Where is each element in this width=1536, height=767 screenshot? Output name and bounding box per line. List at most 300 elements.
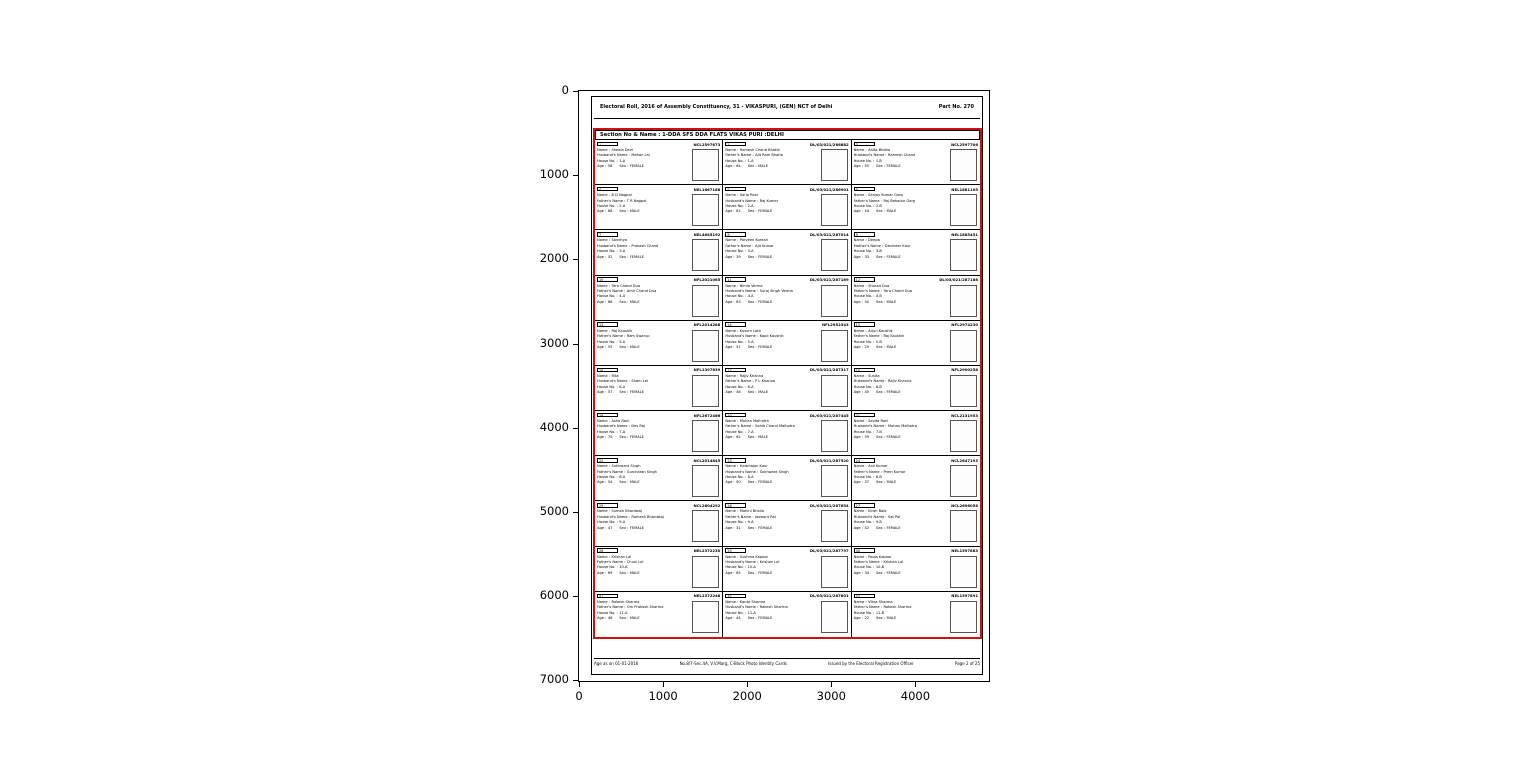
name-value: Sarla Rani bbox=[739, 193, 758, 198]
footer-age-note: Age as on 01-01-2016 bbox=[594, 661, 639, 666]
photo-box bbox=[950, 420, 977, 452]
voter-card-top bbox=[725, 186, 848, 192]
sex-label: Sex : bbox=[619, 299, 629, 304]
age-label: Age : bbox=[597, 254, 607, 259]
epic-number: DL/03/021/287169 bbox=[809, 277, 849, 283]
sex-label: Sex : bbox=[876, 435, 885, 440]
serial-number: 14 bbox=[725, 322, 746, 327]
name-label: Name : bbox=[597, 554, 610, 559]
name-value: Harbhajan Kaur bbox=[739, 464, 768, 469]
voter-fields bbox=[597, 419, 690, 452]
relation-label: Father's Name : bbox=[853, 288, 882, 293]
sex-label: Sex : bbox=[876, 525, 885, 530]
relation-label: Father's Name : bbox=[853, 198, 882, 203]
age-value: 62 bbox=[736, 435, 741, 440]
photo-box bbox=[692, 149, 719, 181]
y-tick-label: 3000 bbox=[539, 335, 569, 350]
voter-card bbox=[852, 276, 980, 321]
part-number: Part No. 270 bbox=[938, 104, 974, 110]
voter-card-body bbox=[597, 374, 720, 407]
house-value: 6-A bbox=[747, 384, 754, 389]
name-label: Name : bbox=[725, 193, 739, 198]
section-highlight-box bbox=[593, 128, 982, 639]
voter-card bbox=[595, 140, 723, 185]
voter-card-top bbox=[597, 593, 720, 599]
serial-number: 18 bbox=[854, 368, 875, 373]
relation-label: Father's Name : bbox=[725, 379, 754, 384]
voter-card-top bbox=[854, 322, 978, 328]
house-value: 2-A bbox=[747, 203, 754, 208]
age-value: 66 bbox=[607, 299, 613, 304]
epic-number: DL/03/021/286901 bbox=[809, 186, 849, 192]
sex-value: MALE bbox=[629, 299, 640, 304]
y-tick-label: 2000 bbox=[539, 251, 569, 266]
relation-value: Amir Chand Dua bbox=[626, 288, 657, 293]
name-label: Name : bbox=[853, 599, 867, 604]
sex-value: MALE bbox=[758, 390, 768, 395]
photo-box bbox=[821, 420, 848, 452]
name-value: Sukhwant Singh bbox=[611, 464, 641, 469]
relation-value: Sat Pal bbox=[888, 514, 901, 519]
photo-box bbox=[950, 330, 977, 362]
relation-value: Chuni Lal bbox=[626, 560, 644, 565]
voter-card bbox=[723, 411, 851, 456]
age-value: 65 bbox=[736, 570, 741, 575]
voter-card-body bbox=[597, 419, 720, 452]
voter-card-top bbox=[854, 231, 978, 237]
sex-label: Sex : bbox=[876, 390, 885, 395]
electoral-roll-page bbox=[591, 96, 983, 675]
sex-value: MALE bbox=[886, 344, 897, 349]
serial-number: 31 bbox=[597, 594, 618, 599]
voter-card bbox=[852, 592, 980, 637]
voter-card-top bbox=[854, 412, 978, 418]
sex-value: FEMALE bbox=[886, 435, 901, 440]
photo-box bbox=[950, 510, 977, 542]
voter-card-body bbox=[725, 555, 848, 588]
voter-fields bbox=[597, 374, 690, 407]
serial-number: 30 bbox=[854, 548, 875, 553]
house-label: House No. : bbox=[725, 520, 747, 525]
epic-number: NEL4645192 bbox=[693, 231, 721, 237]
footer-station: No.8/7-Sec.4A, V.V.Marg, C-Block Photo Identity Cards bbox=[679, 661, 787, 666]
age-label: Age : bbox=[853, 164, 863, 169]
age-value: 69 bbox=[607, 570, 613, 575]
document-title: Electoral Roll, 2016 of Assembly Constituency, 31 - VIKASPURI, (GEN) NCT of Delhi bbox=[600, 104, 833, 110]
epic-number: NFL2672466 bbox=[693, 412, 721, 418]
relation-label: Father's Name : bbox=[853, 334, 882, 339]
voter-card bbox=[723, 501, 851, 546]
relation-label: Husband's Name : bbox=[853, 514, 887, 519]
voter-card bbox=[595, 185, 723, 230]
age-label: Age : bbox=[853, 570, 863, 575]
voter-card-top bbox=[597, 231, 720, 237]
epic-number: DL/03/021/287445 bbox=[809, 412, 849, 418]
age-label: Age : bbox=[597, 525, 607, 530]
voter-card-top bbox=[597, 186, 720, 192]
house-value: 5-A bbox=[619, 339, 626, 344]
relation-label: Husband's Name : bbox=[853, 424, 887, 429]
voter-card-top bbox=[725, 548, 848, 554]
name-label: Name : bbox=[597, 238, 610, 243]
sex-label: Sex : bbox=[619, 344, 629, 349]
house-label: House No. : bbox=[597, 565, 618, 570]
name-label: Name : bbox=[853, 509, 867, 514]
age-value: 22 bbox=[864, 615, 870, 620]
voter-card-body bbox=[854, 374, 978, 407]
age-label: Age : bbox=[725, 344, 735, 349]
house-value: 1-A bbox=[619, 158, 626, 163]
photo-box bbox=[821, 556, 848, 588]
name-label: Name : bbox=[853, 554, 867, 559]
x-tick-mark bbox=[831, 682, 832, 687]
age-label: Age : bbox=[725, 254, 735, 259]
sex-label: Sex : bbox=[747, 525, 757, 530]
voter-fields bbox=[854, 555, 948, 588]
sex-label: Sex : bbox=[747, 299, 757, 304]
photo-box bbox=[692, 420, 719, 452]
sex-value: FEMALE bbox=[629, 254, 644, 259]
voter-fields bbox=[597, 555, 690, 588]
epic-number: NFL1397839 bbox=[693, 367, 721, 373]
age-value: 31 bbox=[736, 525, 741, 530]
sex-value: MALE bbox=[629, 344, 640, 349]
age-label: Age : bbox=[853, 209, 863, 214]
serial-number: 8 bbox=[725, 232, 746, 237]
relation-value: Jaswant Rai bbox=[755, 514, 776, 519]
voter-card-body bbox=[725, 419, 848, 452]
y-tick-mark bbox=[573, 259, 578, 260]
relation-value: P L Khanna bbox=[755, 379, 776, 384]
age-value: 44 bbox=[864, 209, 870, 214]
serial-number: 25 bbox=[597, 503, 618, 508]
sex-label: Sex : bbox=[747, 480, 757, 485]
voter-fields bbox=[854, 193, 948, 226]
serial-number: 29 bbox=[725, 548, 746, 553]
house-label: House No. : bbox=[725, 610, 747, 615]
voter-card bbox=[595, 276, 723, 321]
voter-card-body bbox=[854, 148, 978, 181]
photo-box bbox=[950, 239, 977, 271]
photo-box bbox=[821, 149, 848, 181]
voter-card bbox=[723, 185, 851, 230]
name-label: Name : bbox=[853, 464, 867, 469]
epic-number: NCL2131953 bbox=[951, 412, 978, 418]
voter-card-top bbox=[597, 367, 720, 373]
name-label: Name : bbox=[597, 419, 610, 424]
house-value: 7-A bbox=[747, 429, 754, 434]
serial-number: 19 bbox=[597, 413, 618, 418]
age-value: 29 bbox=[864, 344, 870, 349]
age-value: 57 bbox=[607, 390, 613, 395]
house-value: 3-B bbox=[875, 249, 882, 254]
sex-label: Sex : bbox=[747, 344, 757, 349]
y-tick-mark bbox=[573, 344, 578, 345]
y-tick-mark bbox=[573, 428, 578, 429]
sex-label: Sex : bbox=[619, 615, 629, 620]
house-value: 3-A bbox=[747, 249, 754, 254]
sex-value: FEMALE bbox=[886, 164, 901, 169]
relation-value: Om Prakash Sharma bbox=[626, 605, 664, 610]
voter-card-body bbox=[597, 238, 720, 271]
house-value: 4-A bbox=[747, 294, 754, 299]
voter-card bbox=[595, 230, 723, 275]
name-value: Ramesh Chand Bhatia bbox=[739, 148, 780, 152]
name-label: Name : bbox=[853, 148, 867, 152]
voter-card bbox=[723, 366, 851, 411]
relation-value: Ram Swarup bbox=[626, 334, 650, 339]
y-tick-mark bbox=[573, 596, 578, 597]
y-tick-label: 6000 bbox=[539, 588, 569, 603]
name-value: Sunita bbox=[868, 373, 880, 378]
name-value: Anita Bhatia bbox=[868, 148, 891, 152]
relation-label: Husband's Name : bbox=[725, 605, 759, 610]
relation-value: Rakesh Sharma bbox=[883, 605, 912, 610]
serial-number: 2 bbox=[725, 142, 746, 147]
sex-value: MALE bbox=[886, 299, 897, 304]
epic-number: DL/03/021/286882 bbox=[809, 141, 849, 147]
age-value: 39 bbox=[736, 254, 741, 259]
house-value: 9-B bbox=[875, 520, 882, 525]
name-value: Mohini Bhalla bbox=[739, 509, 764, 514]
voter-card-top bbox=[725, 322, 848, 328]
voter-card-top bbox=[597, 548, 720, 554]
sex-label: Sex : bbox=[619, 209, 629, 214]
voter-fields bbox=[725, 464, 818, 497]
photo-box bbox=[692, 194, 719, 226]
name-value: Rita bbox=[611, 373, 619, 378]
voter-card bbox=[852, 456, 980, 501]
relation-label: Father's Name : bbox=[853, 560, 882, 565]
relation-label: Husband's Name : bbox=[725, 469, 759, 474]
sex-label: Sex : bbox=[747, 615, 757, 620]
photo-box bbox=[692, 285, 719, 317]
sex-label: Sex : bbox=[619, 254, 629, 259]
voter-card bbox=[723, 276, 851, 321]
photo-box bbox=[821, 239, 848, 271]
age-value: 59 bbox=[864, 435, 870, 440]
house-label: House No. : bbox=[597, 203, 618, 208]
house-value: 2-B bbox=[875, 203, 882, 208]
voter-fields bbox=[597, 329, 690, 362]
footer-page-number: Page 2 of 25 bbox=[955, 661, 980, 666]
house-label: House No. : bbox=[725, 339, 747, 344]
voter-card-top bbox=[725, 367, 848, 373]
photo-box bbox=[692, 375, 719, 407]
relation-label: Father's Name : bbox=[597, 605, 626, 610]
epic-number: NCL2696058 bbox=[951, 502, 978, 508]
name-value: Bimla Verma bbox=[739, 283, 763, 288]
epic-number: DL/03/021/287797 bbox=[809, 548, 849, 554]
relation-value: Rakesh Sharma bbox=[759, 605, 788, 610]
relation-label: Husband's Name : bbox=[725, 334, 759, 339]
voter-fields bbox=[725, 284, 818, 317]
name-label: Name : bbox=[853, 238, 867, 243]
sex-value: FEMALE bbox=[629, 390, 644, 395]
relation-label: Husband's Name : bbox=[597, 514, 630, 519]
photo-box bbox=[692, 601, 719, 633]
voter-card-body bbox=[854, 238, 978, 271]
serial-number: 10 bbox=[597, 277, 618, 282]
voter-card-body bbox=[854, 329, 978, 362]
house-label: House No. : bbox=[853, 339, 875, 344]
sex-value: FEMALE bbox=[886, 390, 901, 395]
name-label: Name : bbox=[725, 599, 739, 604]
sex-label: Sex : bbox=[876, 254, 885, 259]
voter-card bbox=[595, 411, 723, 456]
age-value: 68 bbox=[607, 209, 613, 214]
relation-label: Father's Name : bbox=[725, 243, 754, 248]
age-label: Age : bbox=[853, 615, 863, 620]
house-value: 9-A bbox=[619, 520, 626, 525]
serial-number: 3 bbox=[854, 142, 875, 147]
house-value: 5-A bbox=[747, 339, 754, 344]
name-value: Parveen Kumari bbox=[739, 238, 769, 243]
voter-card bbox=[723, 321, 851, 366]
house-value: 8-A bbox=[747, 475, 754, 480]
voter-card-body bbox=[597, 148, 720, 181]
epic-number: NFL2952343 bbox=[821, 322, 849, 328]
house-value: 10-B bbox=[875, 565, 885, 570]
epic-number: NEL1881105 bbox=[951, 186, 978, 192]
voter-card bbox=[852, 547, 980, 592]
age-label: Age : bbox=[853, 435, 863, 440]
y-tick-mark bbox=[573, 512, 578, 513]
photo-box bbox=[821, 375, 848, 407]
x-tick-mark bbox=[579, 682, 580, 687]
house-label: House No. : bbox=[597, 294, 618, 299]
voter-card-body bbox=[725, 509, 848, 542]
age-label: Age : bbox=[725, 390, 735, 395]
epic-number: DL/03/021/287188 bbox=[939, 277, 978, 283]
x-tick-mark bbox=[915, 682, 916, 687]
house-label: House No. : bbox=[853, 475, 875, 480]
voter-fields bbox=[725, 374, 818, 407]
voter-card-body bbox=[725, 193, 848, 226]
voter-card-body bbox=[854, 284, 978, 317]
relation-value: Prakash Chand bbox=[631, 243, 659, 248]
voter-card-body bbox=[725, 600, 848, 633]
voter-fields bbox=[725, 555, 818, 588]
sex-value: FEMALE bbox=[758, 570, 773, 575]
house-label: House No. : bbox=[725, 294, 747, 299]
house-label: House No. : bbox=[853, 384, 875, 389]
sex-label: Sex : bbox=[747, 390, 757, 395]
house-value: 9-A bbox=[747, 520, 754, 525]
house-value: 11-A bbox=[747, 610, 756, 615]
house-label: House No. : bbox=[725, 203, 747, 208]
section-title: Section No & Name : 1-DDA SFS DDA FLATS VIKAS PURI :DELHI bbox=[595, 130, 980, 140]
photo-box bbox=[692, 330, 719, 362]
name-value: Deepa bbox=[868, 238, 880, 243]
voter-card-body bbox=[597, 555, 720, 588]
name-value: Raj Kaushik bbox=[611, 328, 633, 333]
age-value: 70 bbox=[607, 435, 613, 440]
relation-label: Husband's Name : bbox=[725, 560, 759, 565]
age-value: 64 bbox=[736, 164, 741, 169]
age-label: Age : bbox=[725, 435, 735, 440]
serial-number: 12 bbox=[854, 277, 875, 282]
x-tick-label: 2000 bbox=[732, 689, 762, 703]
age-label: Age : bbox=[725, 525, 735, 530]
relation-value: Mohan Lal bbox=[631, 153, 650, 158]
voter-fields bbox=[725, 238, 818, 271]
house-value: 4-A bbox=[619, 294, 626, 299]
serial-number: 33 bbox=[854, 594, 875, 599]
voter-card-top bbox=[725, 277, 848, 283]
relation-label: Father's Name : bbox=[853, 605, 882, 610]
sex-value: FEMALE bbox=[758, 209, 773, 214]
epic-number: NFL2021065 bbox=[693, 277, 721, 283]
house-label: House No. : bbox=[853, 203, 875, 208]
relation-label: Husband's Name : bbox=[853, 153, 887, 158]
sex-label: Sex : bbox=[747, 254, 757, 259]
relation-label: Husband's Name : bbox=[597, 379, 630, 384]
photo-box bbox=[821, 510, 848, 542]
sex-value: MALE bbox=[758, 435, 768, 440]
sex-value: FEMALE bbox=[758, 344, 773, 349]
epic-number: DL/03/021/287654 bbox=[809, 502, 849, 508]
relation-value: Raj Kumar bbox=[759, 198, 779, 203]
y-tick-label: 1000 bbox=[539, 167, 569, 182]
house-label: House No. : bbox=[725, 384, 747, 389]
age-value: 55 bbox=[864, 164, 870, 169]
name-label: Name : bbox=[725, 283, 739, 288]
name-value: Krishan Lal bbox=[611, 554, 632, 559]
house-label: House No. : bbox=[725, 475, 747, 480]
sex-label: Sex : bbox=[619, 570, 629, 575]
relation-label: Father's Name : bbox=[853, 469, 882, 474]
name-value: Sandhya bbox=[611, 238, 628, 243]
voter-card-top bbox=[854, 457, 978, 463]
y-tick-label: 0 bbox=[561, 83, 569, 97]
serial-number: 16 bbox=[597, 368, 618, 373]
age-label: Age : bbox=[597, 480, 607, 485]
serial-number: 6 bbox=[854, 187, 875, 192]
voter-card-body bbox=[725, 238, 848, 271]
name-value: Asha Rani bbox=[611, 419, 630, 424]
sex-label: Sex : bbox=[747, 570, 757, 575]
epic-number: NCL2597673 bbox=[693, 141, 721, 147]
sex-label: Sex : bbox=[747, 164, 757, 169]
voter-card bbox=[595, 321, 723, 366]
voter-card bbox=[852, 366, 980, 411]
relation-value: Sukhwant Singh bbox=[759, 469, 789, 474]
age-value: 40 bbox=[864, 299, 870, 304]
relation-value: Des Raj bbox=[631, 424, 645, 429]
voter-card-top bbox=[597, 141, 720, 147]
x-tick-label: 0 bbox=[575, 689, 583, 703]
voter-card bbox=[595, 456, 723, 501]
voter-card-body bbox=[597, 600, 720, 633]
sex-label: Sex : bbox=[619, 390, 629, 395]
relation-value: Krishan Lal bbox=[883, 560, 904, 565]
house-value: 1-B bbox=[875, 158, 882, 163]
voter-card bbox=[852, 230, 980, 275]
photo-box bbox=[950, 556, 977, 588]
house-value: 6-B bbox=[875, 384, 882, 389]
age-value: 51 bbox=[736, 344, 741, 349]
photo-box bbox=[821, 601, 848, 633]
house-label: House No. : bbox=[725, 249, 747, 254]
name-label: Name : bbox=[725, 373, 739, 378]
name-label: Name : bbox=[597, 373, 610, 378]
epic-number: NCL2647193 bbox=[951, 457, 978, 463]
sex-value: FEMALE bbox=[886, 570, 901, 575]
y-tick-mark bbox=[573, 91, 578, 92]
age-label: Age : bbox=[725, 164, 735, 169]
voter-card-top bbox=[854, 186, 978, 192]
